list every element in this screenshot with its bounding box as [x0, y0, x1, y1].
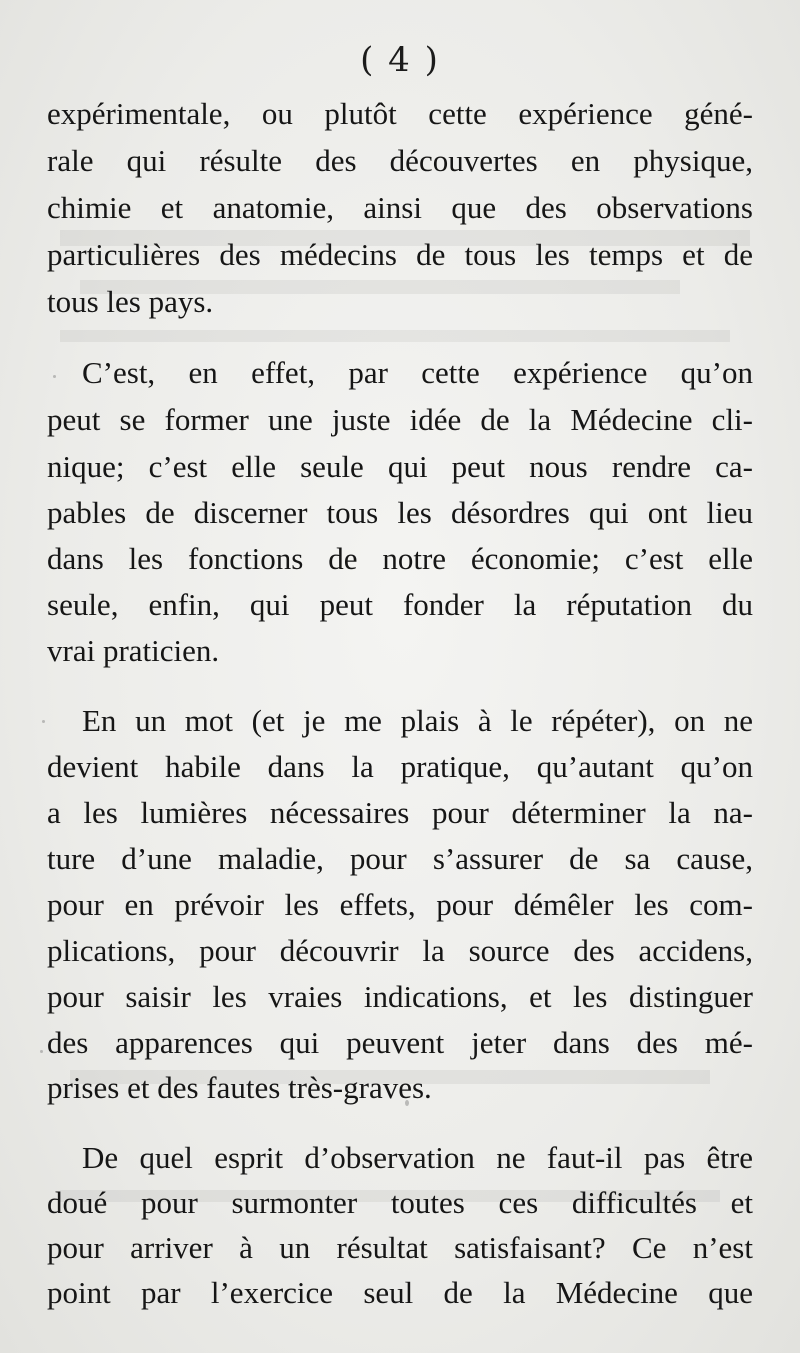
page-number: ( 4 ): [360, 40, 440, 80]
text-line: peut se former une juste idée de la Médecine cli-: [47, 402, 753, 437]
text-line: rale qui résulte des découvertes en physique,: [47, 143, 753, 178]
text-line: vrai praticien.: [47, 633, 220, 668]
text-line: ture d’une maladie, pour s’assurer de sa cause,: [47, 841, 753, 876]
text-line: devient habile dans la pratique, qu’autant qu’on: [47, 749, 753, 784]
ink-speck: [42, 720, 45, 723]
ink-speck: [40, 1050, 43, 1053]
ink-speck: [53, 375, 56, 378]
text-line: plications, pour découvrir la source des accidens,: [47, 933, 753, 968]
text-line: seule, enfin, qui peut fonder la réputation du: [47, 587, 753, 622]
text-line: chimie et anatomie, ainsi que des observations: [47, 190, 753, 225]
text-line: point par l’exercice seul de la Médecine que: [47, 1275, 753, 1310]
ink-speck: [640, 1000, 642, 1002]
text-line: pables de discerner tous les désordres qui ont lieu: [47, 495, 753, 530]
text-line: particulières des médecins de tous les temps et de: [47, 237, 753, 272]
text-line: dans les fonctions de notre économie; c’est elle: [47, 541, 753, 576]
ink-speck: [405, 1100, 409, 1106]
text-line: expérimentale, ou plutôt cette expérience géné-: [47, 96, 753, 131]
text-line: doué pour surmonter toutes ces difficultés et: [47, 1185, 753, 1220]
text-line: pour en prévoir les effets, pour démêler les com-: [47, 887, 753, 922]
text-line: des apparences qui peuvent jeter dans des mé-: [47, 1025, 753, 1060]
text-line: tous les pays.: [47, 284, 214, 319]
text-line: a les lumières nécessaires pour déterminer la na-: [47, 795, 753, 830]
text-line: En un mot (et je me plais à le répéter), on ne: [82, 703, 753, 738]
text-line: prises et des fautes très-graves.: [47, 1070, 432, 1105]
text-line: De quel esprit d’observation ne faut-il pas être: [82, 1140, 753, 1175]
text-line: nique; c’est elle seule qui peut nous rendre ca-: [47, 449, 753, 484]
text-line: pour arriver à un résultat satisfaisant? Ce n’est: [47, 1230, 753, 1265]
text-line: pour saisir les vraies indications, et les distinguer: [47, 979, 753, 1014]
text-line: C’est, en effet, par cette expérience qu’on: [82, 355, 753, 390]
